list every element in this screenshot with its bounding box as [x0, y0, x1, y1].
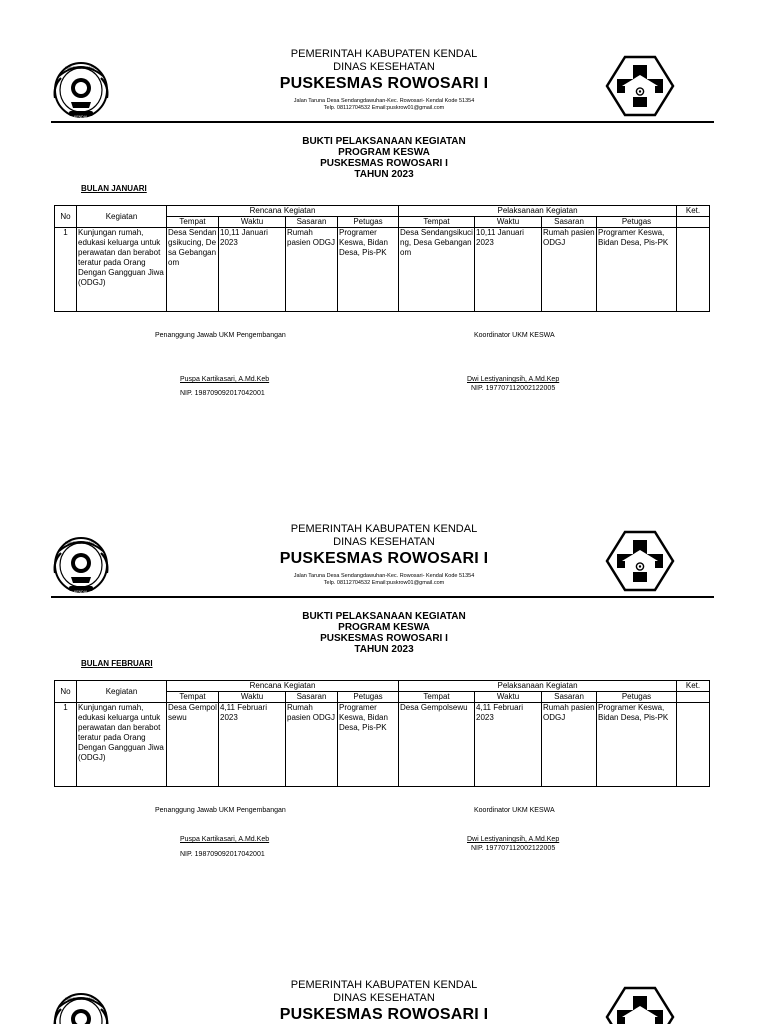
svg-text:KABUPATEN KENDAL: KABUPATEN KENDAL — [64, 541, 98, 545]
header-pelaksanaan: Pelaksanaan Kegiatan — [399, 681, 677, 692]
month-label: BULAN JANUARI — [81, 184, 147, 193]
puskesmas-logo-icon — [605, 55, 675, 117]
year: TAHUN 2023 — [354, 169, 414, 180]
header-tempat: Tempat — [399, 692, 475, 703]
svg-text:KABUPATEN KENDAL: KABUPATEN KENDAL — [64, 997, 98, 1001]
header-waktu: Waktu — [219, 217, 286, 228]
document-block-next — [0, 979, 768, 1024]
letterhead — [0, 523, 768, 603]
header-no: No — [55, 681, 77, 703]
cell-pelaksanaan-petugas: Programer Keswa, Bidan Desa, Pis-PK — [597, 228, 677, 312]
letterhead-rule — [51, 121, 714, 123]
header-waktu: Waktu — [475, 217, 542, 228]
header-tempat: Tempat — [399, 217, 475, 228]
svg-text:KABUPATEN KENDAL: KABUPATEN KENDAL — [64, 66, 98, 70]
cell-pelaksanaan-waktu: 4,11 Februari 2023 — [475, 703, 542, 787]
table-row — [55, 228, 710, 312]
header-rencana: Rencana Kegiatan — [167, 206, 399, 217]
header-tempat: Tempat — [167, 692, 219, 703]
letterhead — [0, 979, 768, 1024]
header-petugas: Petugas — [338, 217, 399, 228]
header-ket: Ket. — [677, 681, 710, 692]
header-rencana: Rencana Kegiatan — [167, 681, 399, 692]
address: Jalan Taruna Desa Sendangdawuhan-Kec. Rowosari- Kendal Kode 51354 — [293, 98, 475, 104]
document-block-januari — [0, 48, 768, 528]
svg-text:KENDAL: KENDAL — [73, 590, 89, 594]
header-no: No — [55, 206, 77, 228]
institution-name: PUSKESMAS ROWOSARI I — [279, 75, 489, 92]
signature-right-role: Koordinator UKM KESWA — [474, 807, 555, 814]
cell-no: 1 — [55, 703, 77, 787]
program-name: PROGRAM KESWA — [338, 147, 430, 158]
government-name: PEMERINTAH KABUPATEN KENDAL — [290, 48, 478, 60]
cell-pelaksanaan-petugas: Programer Keswa, Bidan Desa, Pis-PK — [597, 703, 677, 787]
activity-table — [54, 205, 710, 312]
signature-right-name: Dwi Lestiyaningsih, A.Md.Kep — [467, 376, 560, 383]
doc-title: BUKTI PELAKSANAAN KEGIATAN — [302, 136, 466, 147]
header-pelaksanaan: Pelaksanaan Kegiatan — [399, 206, 677, 217]
cell-ket — [677, 703, 710, 787]
letterhead — [0, 48, 768, 128]
cell-rencana-waktu: 10,11 Januari 2023 — [219, 228, 286, 312]
signature-left-name: Puspa Kartikasari, A.Md.Keb — [180, 836, 270, 843]
document-block-februari — [0, 523, 768, 1003]
header-kegiatan: Kegiatan — [77, 681, 167, 703]
institution-name: PUSKESMAS ROWOSARI I — [279, 1006, 489, 1023]
signature-left-role: Penanggung Jawab UKM Pengembangan — [155, 807, 286, 814]
header-sasaran: Sasaran — [286, 692, 338, 703]
cell-rencana-petugas: Programer Keswa, Bidan Desa, Pis-PK — [338, 228, 399, 312]
cell-pelaksanaan-sasaran: Rumah pasien ODGJ — [542, 228, 597, 312]
department-name: DINAS KESEHATAN — [333, 536, 435, 548]
cell-rencana-sasaran: Rumah pasien ODGJ — [286, 228, 338, 312]
header-tempat: Tempat — [167, 217, 219, 228]
program-name: PROGRAM KESWA — [338, 622, 430, 633]
institution-name: PUSKESMAS ROWOSARI I — [279, 550, 489, 567]
activity-table — [54, 680, 710, 787]
puskesmas-logo-icon — [605, 530, 675, 592]
header-petugas: Petugas — [597, 692, 677, 703]
contact-info: Telp. 08112704532 Email:puskrow01@gmail.com — [323, 580, 445, 586]
cell-rencana-sasaran: Rumah pasien ODGJ — [286, 703, 338, 787]
signature-right-nip: NIP. 197707112002122005 — [471, 845, 556, 852]
contact-info: Telp. 08112704532 Email:puskrow01@gmail.com — [323, 105, 445, 111]
cell-ket — [677, 228, 710, 312]
puskesmas-name: PUSKESMAS ROWOSARI I — [320, 158, 448, 169]
svg-text:KENDAL: KENDAL — [73, 115, 89, 119]
cell-rencana-petugas: Programer Keswa, Bidan Desa, Pis-PK — [338, 703, 399, 787]
department-name: DINAS KESEHATAN — [333, 61, 435, 73]
puskesmas-logo-icon — [605, 986, 675, 1024]
signature-left-nip: NIP. 198709092017042001 — [180, 390, 265, 397]
cell-pelaksanaan-waktu: 10,11 Januari 2023 — [475, 228, 542, 312]
cell-rencana-tempat: Desa Gempolsewu — [167, 703, 219, 787]
header-ket: Ket. — [677, 206, 710, 217]
header-sasaran: Sasaran — [542, 217, 597, 228]
signature-left-nip: NIP. 198709092017042001 — [180, 851, 265, 858]
header-kegiatan: Kegiatan — [77, 206, 167, 228]
signature-left-name: Puspa Kartikasari, A.Md.Keb — [180, 376, 270, 383]
cell-kegiatan: Kunjungan rumah, edukasi keluarga untuk perawatan dan berabot teratur pada Orang Dengan Gangguan Jiwa (ODGJ) — [77, 228, 167, 312]
header-petugas: Petugas — [597, 217, 677, 228]
header-sasaran: Sasaran — [542, 692, 597, 703]
address: Jalan Taruna Desa Sendangdawuhan-Kec. Rowosari- Kendal Kode 51354 — [293, 573, 475, 579]
letterhead-rule — [51, 596, 714, 598]
cell-kegiatan: Kunjungan rumah, edukasi keluarga untuk perawatan dan berabot teratur pada Orang Dengan Gangguan Jiwa (ODGJ) — [77, 703, 167, 787]
year: TAHUN 2023 — [354, 644, 414, 655]
header-waktu: Waktu — [219, 692, 286, 703]
cell-pelaksanaan-tempat: Desa Sendangsikucing, Desa Gebanganom — [399, 228, 475, 312]
government-name: PEMERINTAH KABUPATEN KENDAL — [290, 523, 478, 535]
month-label: BULAN FEBRUARI — [81, 659, 153, 668]
cell-pelaksanaan-tempat: Desa Gempolsewu — [399, 703, 475, 787]
department-name: DINAS KESEHATAN — [333, 992, 435, 1004]
header-waktu: Waktu — [475, 692, 542, 703]
puskesmas-name: PUSKESMAS ROWOSARI I — [320, 633, 448, 644]
cell-rencana-waktu: 4,11 Februari 2023 — [219, 703, 286, 787]
signature-right-nip: NIP. 197707112002122005 — [471, 385, 556, 392]
government-name: PEMERINTAH KABUPATEN KENDAL — [290, 979, 478, 991]
cell-no: 1 — [55, 228, 77, 312]
header-petugas: Petugas — [338, 692, 399, 703]
doc-title: BUKTI PELAKSANAAN KEGIATAN — [302, 611, 466, 622]
table-row — [55, 703, 710, 787]
cell-rencana-tempat: Desa Sendangsikucing, Desa Gebanganom — [167, 228, 219, 312]
signature-right-name: Dwi Lestiyaningsih, A.Md.Kep — [467, 836, 560, 843]
signature-left-role: Penanggung Jawab UKM Pengembangan — [155, 332, 286, 339]
header-sasaran: Sasaran — [286, 217, 338, 228]
cell-pelaksanaan-sasaran: Rumah pasien ODGJ — [542, 703, 597, 787]
signature-right-role: Koordinator UKM KESWA — [474, 332, 555, 339]
